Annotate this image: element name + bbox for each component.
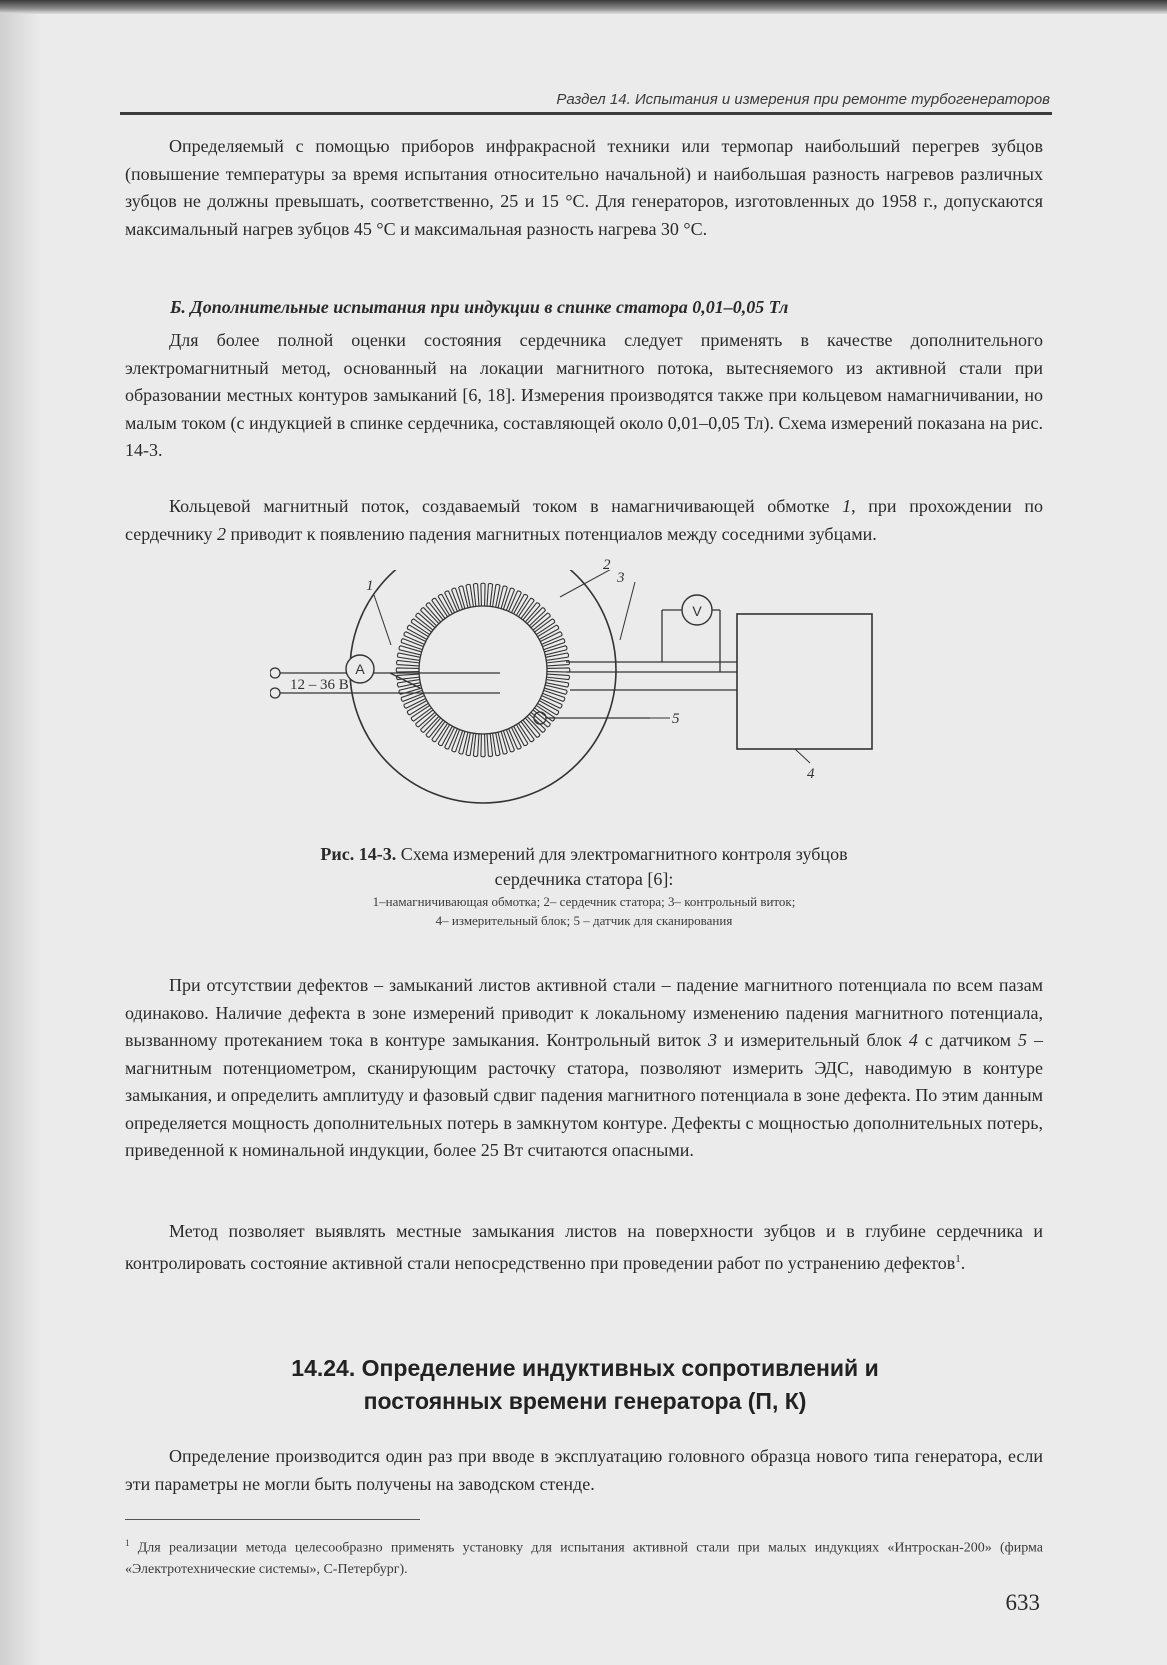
paragraph-method-capability: [125, 1218, 1043, 1277]
section-heading-line-2: постоянных времени генератора (П, К): [363, 1388, 807, 1414]
paragraph-flux: [125, 493, 1043, 548]
caption-title: Рис. 14-3. Схема измерений для электромагнитного контроля зубцов сердечника статора [6]:: [320, 844, 848, 889]
stator-tooth: [481, 734, 485, 757]
ref-number: 1: [842, 496, 852, 516]
sensor: [534, 712, 546, 724]
voltmeter-label: V: [692, 603, 702, 619]
stator-tooth: [543, 690, 565, 701]
diagram-svg: [270, 570, 910, 835]
page-number: 633: [1005, 1590, 1040, 1615]
stator-tooth: [547, 674, 570, 680]
ref-number: 5: [1018, 1030, 1027, 1050]
caption-legend-line-2: 4– измерительный блок; 5 – датчик для сканирования: [435, 913, 733, 928]
header-rule: [120, 112, 1052, 115]
footnote-rule: [125, 1519, 420, 1520]
ammeter-label: A: [355, 661, 365, 677]
callout-2: 2: [603, 557, 611, 573]
stator-tooth: [481, 583, 485, 606]
stator-tooth: [543, 639, 565, 650]
stator-tooth: [401, 690, 423, 701]
footnote: $^1$ Для реализации метода целесообразно применять установку для испытания активной стали при малых индукциях «Интроскан-200» (фирма «Электротехнические системы», С-Петербург).: [125, 1538, 1043, 1577]
ref-number: 3: [707, 1030, 717, 1050]
callout-3: 3: [617, 570, 625, 586]
callout-4: 4: [807, 766, 815, 782]
stator-tooth: [487, 583, 493, 606]
callout-5: 5: [672, 711, 680, 727]
footnote-marker: 1: [955, 1252, 961, 1265]
terminal-top: [270, 668, 280, 678]
footnote-number: 1: [125, 1538, 130, 1548]
paragraph-method: [125, 327, 1043, 465]
stator-tooth: [452, 730, 463, 752]
paragraph-text: Определяемый с помощью приборов инфракрасной техники или термопар наибольший перегрев зубцов (повышение температуры за время испытания относительно начальной) и наибольшая разность нагревов различных зубцов не должны превышать, соответственно, 25 и 15 °С. Для генераторов, изготовленных до 1958 г., допускаются максимальный нагрев зубцов 45 °С и максимальная разность нагрева 30 °С.: [125, 136, 1043, 239]
figure-measurement-diagram: [270, 570, 910, 835]
stator-tooth: [396, 668, 419, 672]
running-header: Раздел 14. Испытания и измерения при ремонте турбогенераторов: [556, 91, 1050, 108]
paragraph-overheat: [125, 133, 1043, 243]
paragraph-text: При отсутствии дефектов – замыканий листов активной стали – падение магнитного потенциала по всем пазам одинаково. Наличие дефекта в зоне измерений приводит к локальному изменению падения магнитного потенциала, вызванному протеканием тока в контуре замыкания. Контрольный виток 3 и измерительный блок 4 с датчиком 5 – магнитным потенциометром, сканирующим расточку статора, позволяют измерить ЭДС, наводимую в контуре замыкания, и определить амплитуду и фазовый сдвиг падения магнитного потенциала в зоне дефекта. По этим данным определяется мощность дополнительных потерь в замкнутом контуре. Дефекты с мощностью дополнительных потерь, приведенной к номинальной индукции, более 25 Вт считаются опасными.: [125, 975, 1043, 1160]
stator-bore-circle: [419, 606, 547, 734]
paragraph-definition: [125, 1443, 1043, 1498]
stator-tooth: [452, 588, 463, 610]
paragraph-defects: [125, 972, 1043, 1165]
paragraph-text: Для более полной оценки состояния сердечника следует применять в качестве дополнительного электромагнитный метод, основанный на локации магнитного потока, вытесняемого из активной стали при образовании местных контуров замыканий [6, 18]. Измерения производятся также при кольцевом намагничивании, но малым током (с индукцией в спинке сердечника, составляющей около 0,01–0,05 Тл). Схема измерений показана на рис. 14-3.: [125, 330, 1043, 460]
callout-1: 1: [366, 578, 374, 594]
section-heading-line-1: 14.24. Определение индуктивных сопротивлений и: [291, 1355, 879, 1381]
stator-outer-circle: [350, 570, 616, 803]
section-heading: [150, 1352, 1020, 1418]
stator-tooth: [547, 660, 570, 666]
figure-caption: [125, 842, 1043, 930]
stator-tooth: [401, 639, 423, 650]
caption-legend-line-1: 1–намагничивающая обмотка; 2– сердечник статора; 3– контрольный виток;: [372, 894, 796, 909]
stator-teeth: [396, 583, 570, 757]
ref-number: 4: [908, 1030, 918, 1050]
paragraph-text: Метод позволяет выявлять местные замыкания листов на поверхности зубцов и в глубине сердечника и контролировать состояние активной стали непосредственно при проведении работ по устранению дефектов$^1$.: [125, 1221, 1043, 1273]
stator-tooth: [396, 660, 419, 666]
stator-tooth: [487, 734, 493, 757]
stator-tooth: [473, 734, 479, 757]
stator-tooth: [503, 730, 514, 752]
terminal-bottom: [270, 688, 280, 698]
subheading-additional-tests: Б. Дополнительные испытания при индукции в спинке статора 0,01–0,05 Тл: [170, 297, 789, 317]
paragraph-text: Определение производится один раз при вводе в эксплуатацию головного образца нового типа генератора, если эти параметры не могли быть получены на заводском стенде.: [125, 1446, 1043, 1494]
paragraph-text: Кольцевой магнитный поток, создаваемый током в намагничивающей обмотке 1, при прохождении по сердечнику 2 приводит к появлению падения магнитных потенциалов между соседними зубцами.: [125, 496, 1043, 544]
ref-number: 2: [216, 523, 226, 544]
measuring-block: [737, 614, 872, 749]
stator-tooth: [503, 588, 514, 610]
caption-number: Рис. 14-3.: [320, 844, 397, 864]
stator-tooth: [473, 583, 479, 606]
stator-tooth: [396, 674, 419, 680]
voltage-label: 12 – 36 В: [290, 677, 349, 693]
